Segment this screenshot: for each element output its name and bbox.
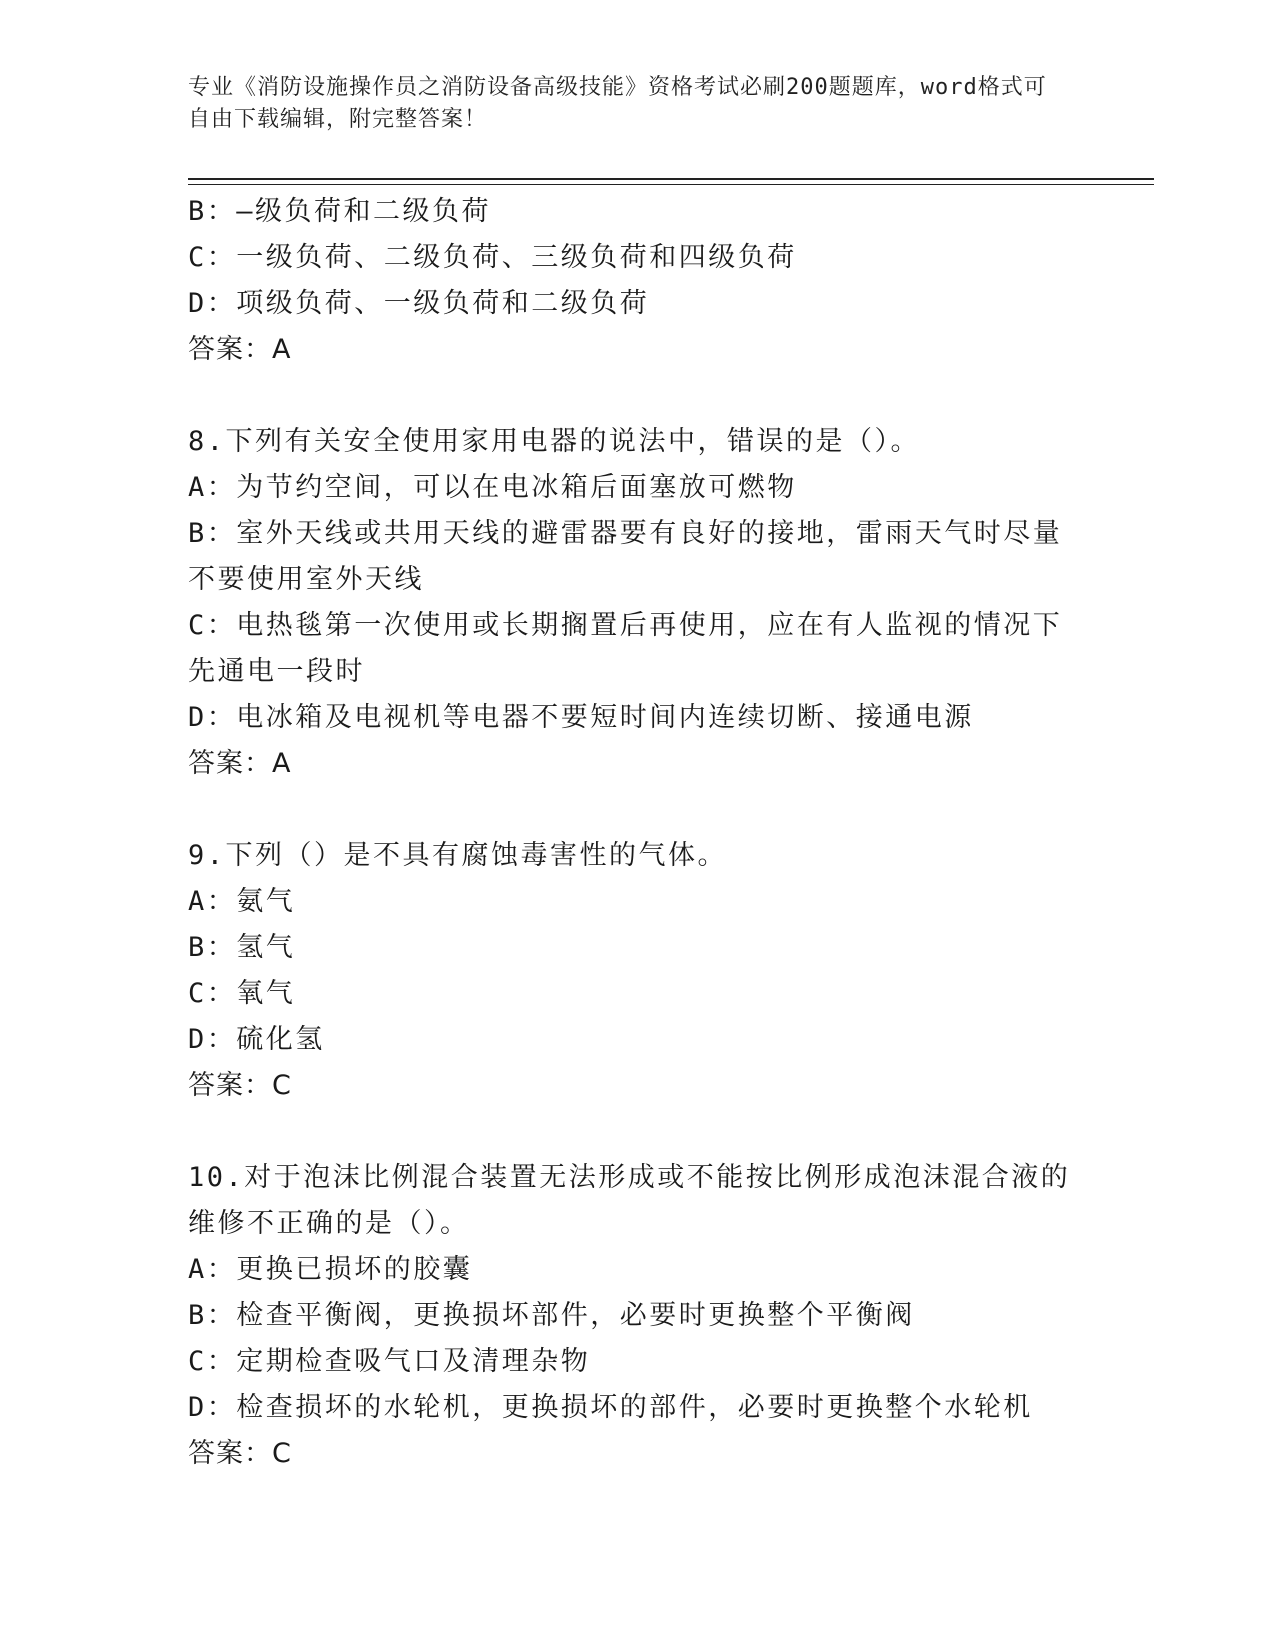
question-list — [188, 189, 1088, 1477]
option-b: B：室外天线或共用天线的避雷器要有良好的接地，雷雨天气时尽量不要使用室外天线 — [188, 518, 1063, 595]
answer: 答案：A — [188, 748, 292, 779]
option-a: A：氨气 — [188, 886, 296, 917]
question-block-9 — [188, 833, 1088, 1109]
option-c: C：电热毯第一次使用或长期搁置后再使用，应在有人监视的情况下先通电一段时 — [188, 610, 1063, 687]
question-text: 8.下列有关安全使用家用电器的说法中，错误的是（）。 — [188, 426, 921, 457]
question-text: 10.对于泡沫比例混合装置无法形成或不能按比例形成泡沫混合液的维修不正确的是（）。 — [188, 1162, 1071, 1239]
spacer — [188, 373, 1088, 419]
answer: 答案：C — [188, 1070, 292, 1101]
answer: 答案：C — [188, 1438, 292, 1469]
option-b: B：检查平衡阀，更换损坏部件，必要时更换整个平衡阀 — [188, 1300, 915, 1331]
option-c: C：一级负荷、二级负荷、三级负荷和四级负荷 — [188, 242, 797, 273]
option-a: A：更换已损坏的胶囊 — [188, 1254, 473, 1285]
header-rule-thick — [188, 178, 1154, 180]
spacer — [188, 1109, 1088, 1155]
header-rule-thin — [188, 184, 1154, 185]
option-d: D：检查损坏的水轮机，更换损坏的部件，必要时更换整个水轮机 — [188, 1392, 1033, 1423]
option-b: B：—级负荷和二级负荷 — [188, 196, 492, 227]
question-block-8 — [188, 419, 1088, 787]
option-d: D：硫化氢 — [188, 1024, 325, 1055]
header-title: 专业《消防设施操作员之消防设备高级技能》资格考试必刷200题题库，word格式可自由下载编辑，附完整答案！ — [188, 75, 1047, 132]
answer: 答案：A — [188, 334, 292, 365]
option-b: B：氢气 — [188, 932, 296, 963]
question-block-10 — [188, 1155, 1088, 1477]
spacer — [188, 787, 1088, 833]
question-block-7 — [188, 189, 1088, 373]
option-d: D：项级负荷、一级负荷和二级负荷 — [188, 288, 650, 319]
option-a: A：为节约空间，可以在电冰箱后面塞放可燃物 — [188, 472, 797, 503]
option-c: C：氧气 — [188, 978, 296, 1009]
document-header — [188, 72, 1068, 136]
question-text: 9.下列（）是不具有腐蚀毒害性的气体。 — [188, 840, 728, 871]
option-d: D：电冰箱及电视机等电器不要短时间内连续切断、接通电源 — [188, 702, 974, 733]
option-c: C：定期检查吸气口及清理杂物 — [188, 1346, 591, 1377]
